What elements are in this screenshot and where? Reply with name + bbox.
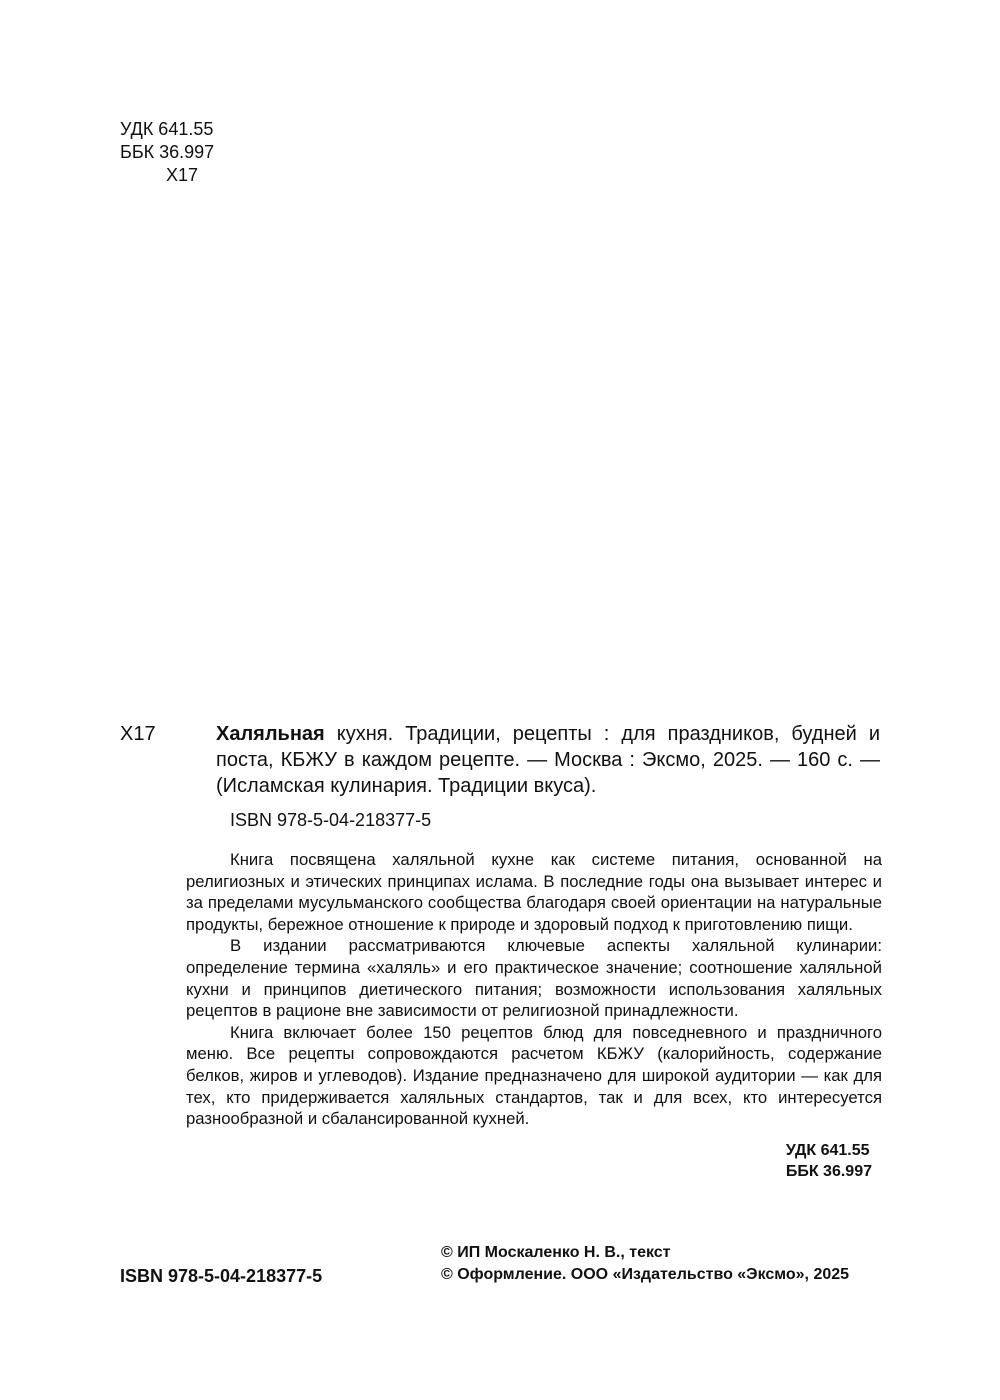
- bbk-code-bottom: ББК 36.997: [785, 1163, 872, 1180]
- isbn-entry: ISBN 978-5-04-218377-5: [230, 810, 432, 830]
- bibliographic-details: кухня. Традиции, рецепты : для праздников, будней и поста, КБЖУ в каждом рецепте. — Москва : Эксмо, 2025. — 160 с. — (Исламская кулинария. Традиции вкуса).: [216, 723, 880, 797]
- annotation: [186, 849, 882, 1130]
- annotation-paragraph-3: Книга включает более 150 рецептов блюд для повседневного и праздничного меню. Все рецепты сопровождаются расчетом КБЖУ (калорийность, содержание белков, жиров и углеводов). Издание предназначено для широкой аудитории — как для тех, кто придерживается халяльных стандартов, так и для всех, кто интересуется разнообразной и сбалансированной кухней.: [186, 1022, 882, 1129]
- isbn-footer: ISBN 978-5-04-218377-5: [120, 1266, 323, 1286]
- copyright-text: © ИП Москаленко Н. В., текст: [441, 1244, 671, 1261]
- udk-code-bottom: УДК 641.55: [785, 1142, 870, 1159]
- classification-codes-bottom: [786, 1140, 872, 1182]
- bbk-code-top: ББК 36.997: [120, 142, 215, 162]
- copyright-design: © Оформление. ООО «Издательство «Эксмо», 2025: [441, 1266, 850, 1283]
- udk-code-top: УДК 641.55: [120, 119, 214, 139]
- author-mark-top: Х17: [166, 165, 199, 185]
- bibliographic-description: [216, 721, 880, 799]
- annotation-paragraph-1: Книга посвящена халяльной кухне как системе питания, основанной на религиозных и этических принципах ислама. В последние годы она вызывает интерес и за пределами мусульманского сообщества благодаря своей ориентации на натуральные продукты, бережное отношение к природе и здоровый подход к приготовлению пищи.: [186, 850, 882, 934]
- annotation-paragraph-2: В издании рассматриваются ключевые аспекты халяльной кулинарии: определение термина «халяль» и его практическое значение; соотношение халяльной кухни и принципов диетического питания; возможности использования халяльных рецептов в рационе вне зависимости от религиозной принадлежности.: [186, 936, 882, 1021]
- copyright-block: [441, 1242, 849, 1286]
- book-title: Халяльная: [216, 723, 325, 745]
- author-mark-entry: Х17: [120, 723, 156, 745]
